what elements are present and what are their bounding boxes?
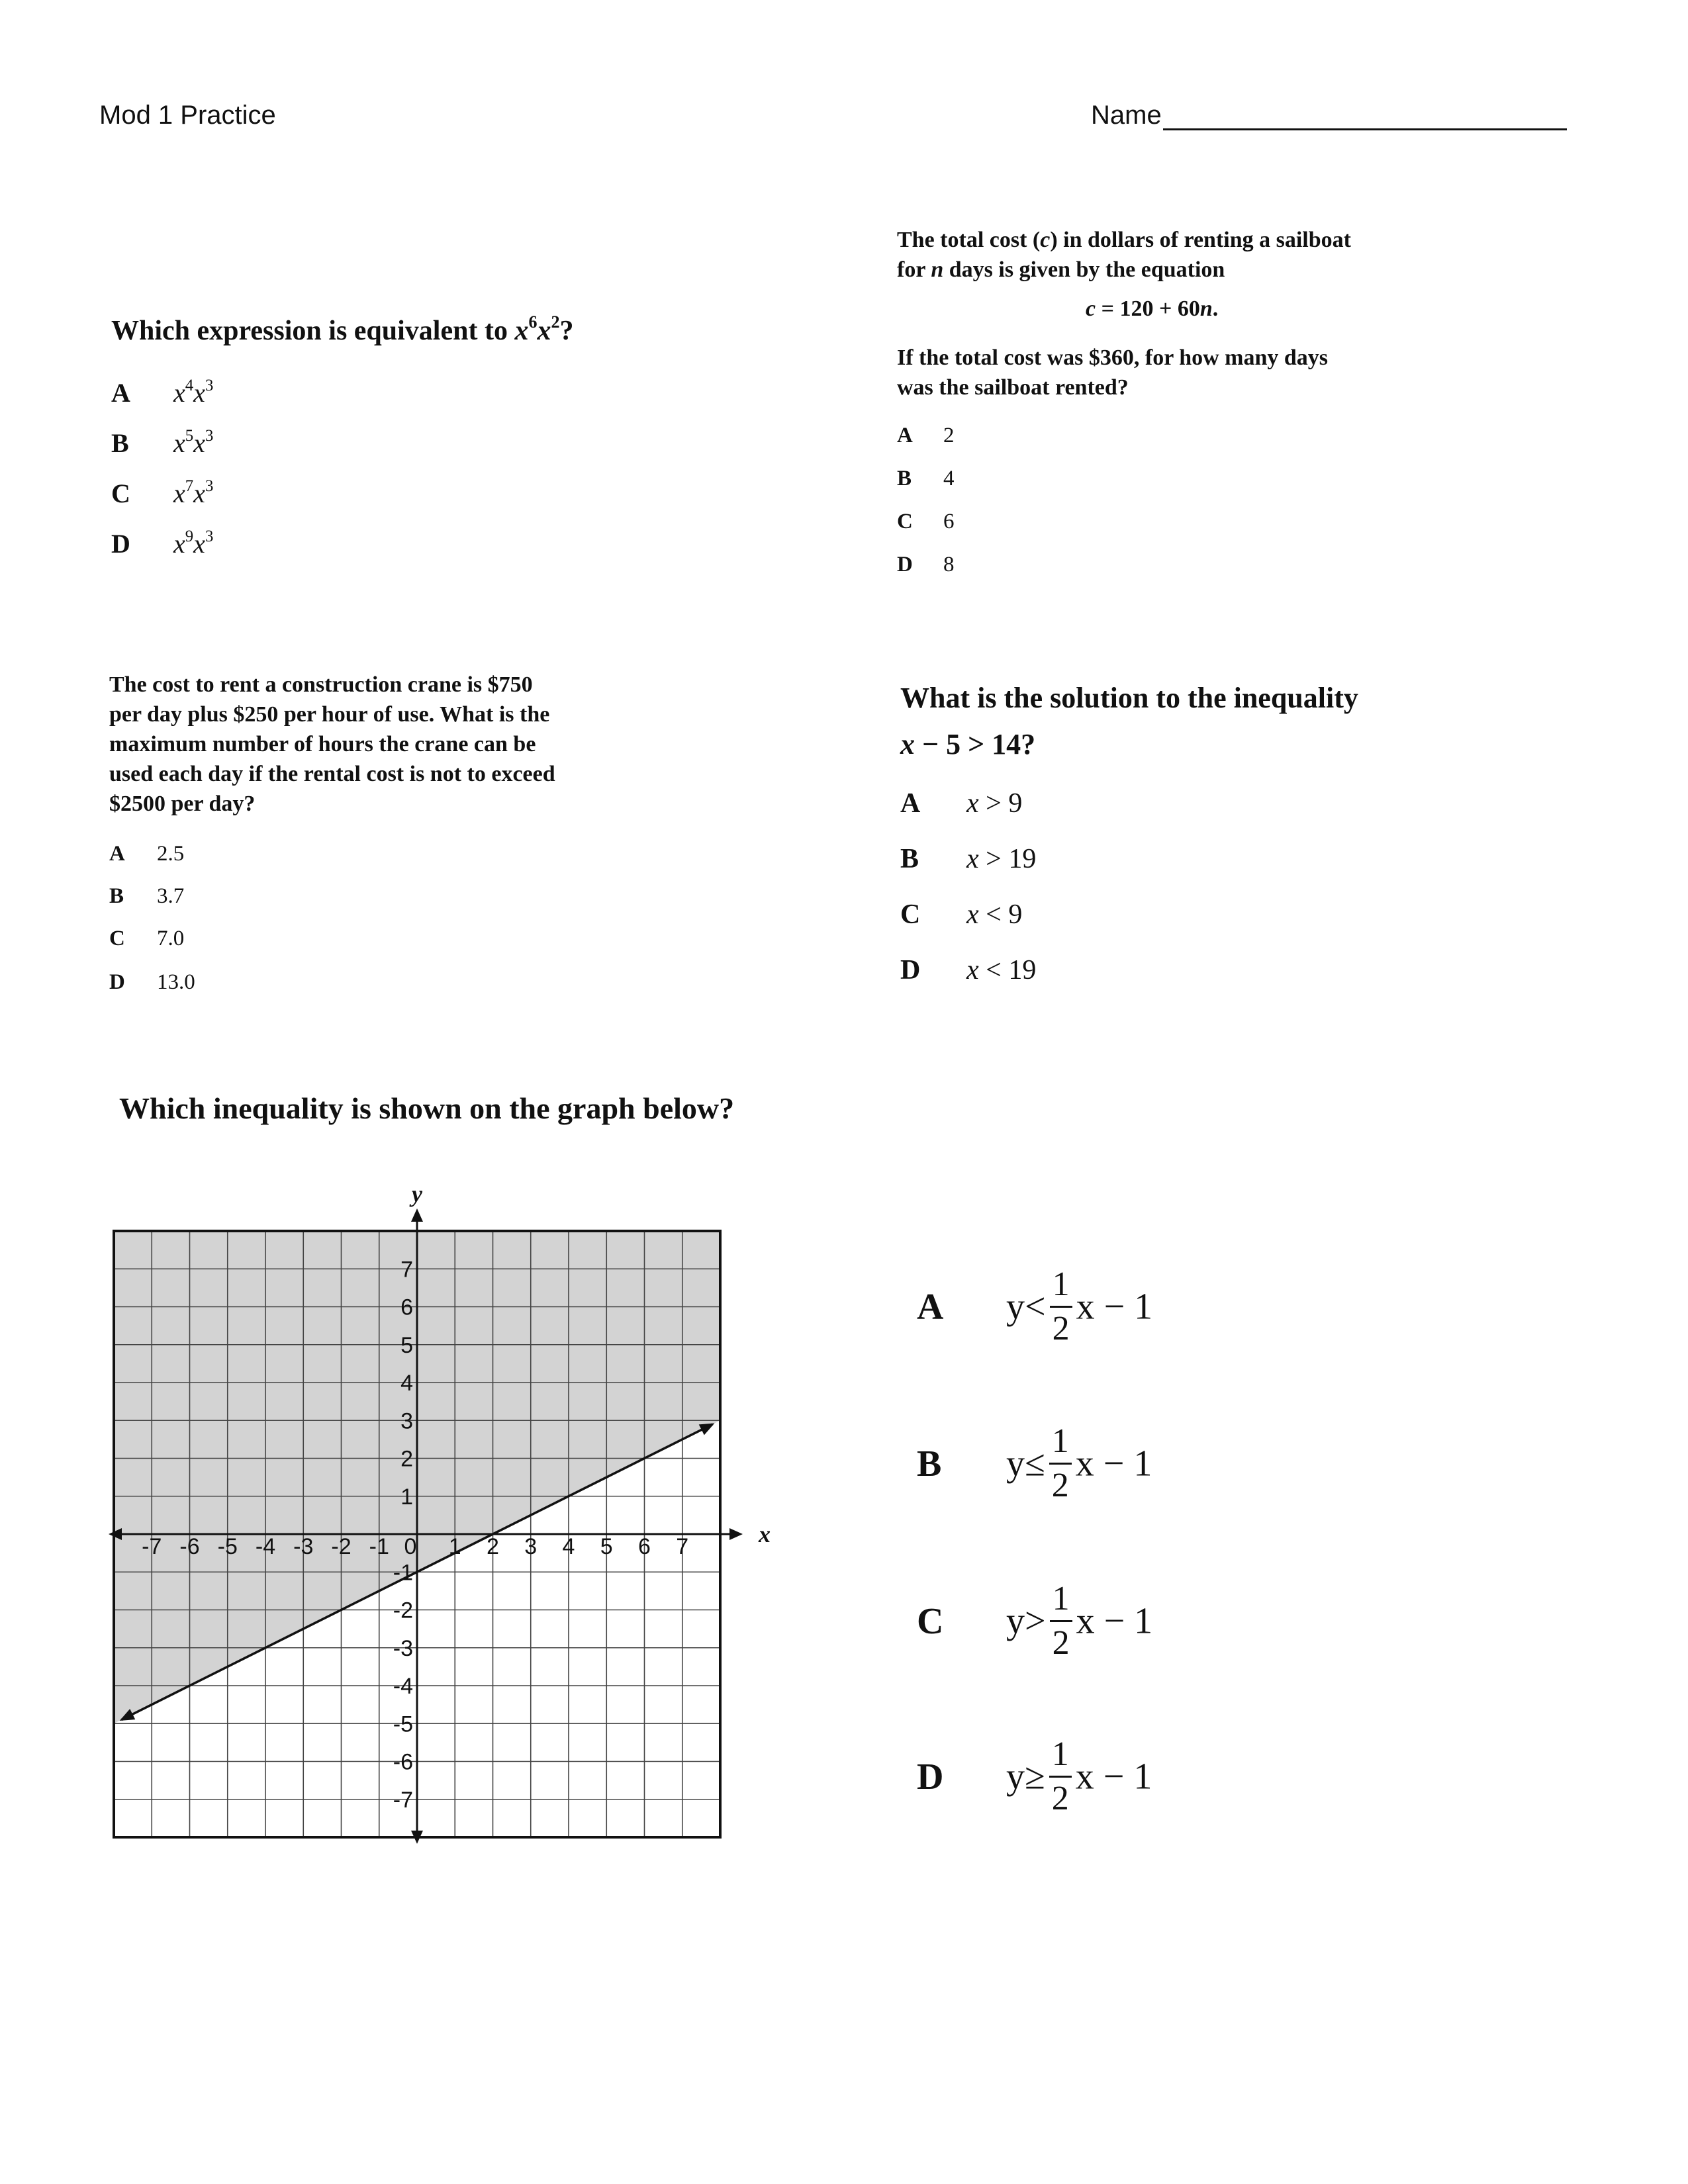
q2-question: If the total cost was $360, for how many days was the sailboat rented? (897, 345, 1329, 400)
y-tick-label: 5 (400, 1332, 413, 1358)
x-tick-label: 1 (448, 1534, 461, 1559)
x-tick-label: -2 (331, 1534, 352, 1559)
x-tick-label: 0 (404, 1534, 417, 1559)
x-axis-arrow (729, 1528, 743, 1540)
q5-option-d[interactable]: D y≥ $\frac{1}{2}$ x − 1 (917, 1735, 1152, 1817)
y-tick-label: -2 (393, 1598, 413, 1623)
y-tick-label: 6 (400, 1295, 413, 1320)
x-tick-label: -7 (142, 1534, 162, 1559)
q3-option-d[interactable]: D 13.0 (109, 970, 195, 994)
q1-option-a[interactable]: A $x^4x^3$ (111, 376, 214, 408)
q2-stem (897, 225, 1351, 285)
q5-option-c[interactable]: C y> $\frac{1}{2}$ x − 1 (917, 1580, 1153, 1662)
y-tick-label: -3 (393, 1635, 413, 1661)
q3-stem: The cost to rent a construction crane is $750 per day plus $250 per hour of use. What is the maximum number of hours the crane can be used each day if the rental cost is not to exceed $2500 per day? (109, 672, 555, 816)
x-tick-label: -4 (255, 1534, 276, 1559)
q1-option-d[interactable]: D $x^9x^3$ (111, 527, 214, 559)
y-tick-label: -7 (393, 1787, 413, 1813)
y-tick-label: -1 (393, 1560, 413, 1586)
q2-equation: c = 120 + 60n. (1086, 296, 1219, 321)
q2-option-a[interactable]: A 2 (897, 424, 955, 447)
name-blank-line[interactable] (1163, 102, 1567, 130)
name-label: Name (1091, 101, 1162, 130)
y-tick-label: 1 (400, 1484, 413, 1510)
q3-option-c[interactable]: C 7.0 (109, 927, 185, 950)
x-tick-label: 3 (524, 1534, 538, 1559)
q2-line-1: The total cost (c) in dollars of renting a sailboat (897, 228, 1351, 252)
q1-prompt: Which expression is equivalent to $x^6x^2$? (111, 312, 574, 346)
q2-option-d[interactable]: D 8 (897, 553, 955, 576)
q4-option-c[interactable]: C x < 9 (900, 899, 1023, 930)
q1-option-b[interactable]: B $x^5x^3$ (111, 426, 214, 458)
y-tick-label: -4 (393, 1674, 413, 1699)
worksheet-title: Mod 1 Practice (99, 101, 276, 130)
inequality-graph (99, 1181, 771, 1853)
y-axis-arrow (411, 1208, 423, 1222)
q5-option-b[interactable]: B y≤ $\frac{1}{2}$ x − 1 (917, 1422, 1152, 1504)
q4-stem: What is the solution to the inequality x − 5 > 14? (900, 682, 1358, 760)
x-axis-label: x (759, 1521, 771, 1547)
y-tick-label: 2 (400, 1446, 413, 1472)
x-tick-label: 4 (562, 1534, 575, 1559)
y-tick-label: 4 (400, 1371, 413, 1396)
x-tick-label: 6 (638, 1534, 651, 1559)
q2-option-c[interactable]: C 6 (897, 510, 955, 533)
name-field[interactable] (1091, 101, 1567, 130)
y-tick-label: -5 (393, 1711, 413, 1737)
q3-option-a[interactable]: A 2.5 (109, 842, 185, 866)
q3-option-b[interactable]: B 3.7 (109, 884, 185, 908)
y-tick-label: -6 (393, 1749, 413, 1775)
x-tick-label: 7 (676, 1534, 689, 1559)
q4-option-a[interactable]: A x > 9 (900, 788, 1023, 819)
y-tick-label: 7 (400, 1257, 413, 1283)
q5-option-a[interactable]: A y< $\frac{1}{2}$ x − 1 (917, 1265, 1153, 1347)
x-tick-label: -1 (369, 1534, 389, 1559)
x-tick-label: -6 (179, 1534, 200, 1559)
q1-option-c[interactable]: C $x^7x^3$ (111, 477, 214, 508)
q5-prompt: Which inequality is shown on the graph below? (119, 1091, 735, 1125)
y-tick-label: 3 (400, 1408, 413, 1434)
x-tick-label: -3 (293, 1534, 314, 1559)
q4-option-b[interactable]: B x > 19 (900, 844, 1037, 874)
q4-option-d[interactable]: D x < 19 (900, 955, 1037, 985)
q2-line-2: for n days is given by the equation (897, 257, 1225, 282)
x-tick-label: 5 (600, 1534, 613, 1559)
x-tick-label: 2 (487, 1534, 499, 1559)
x-tick-label: -5 (217, 1534, 238, 1559)
y-axis-label: y (412, 1181, 422, 1207)
q2-option-b[interactable]: B 4 (897, 467, 955, 490)
